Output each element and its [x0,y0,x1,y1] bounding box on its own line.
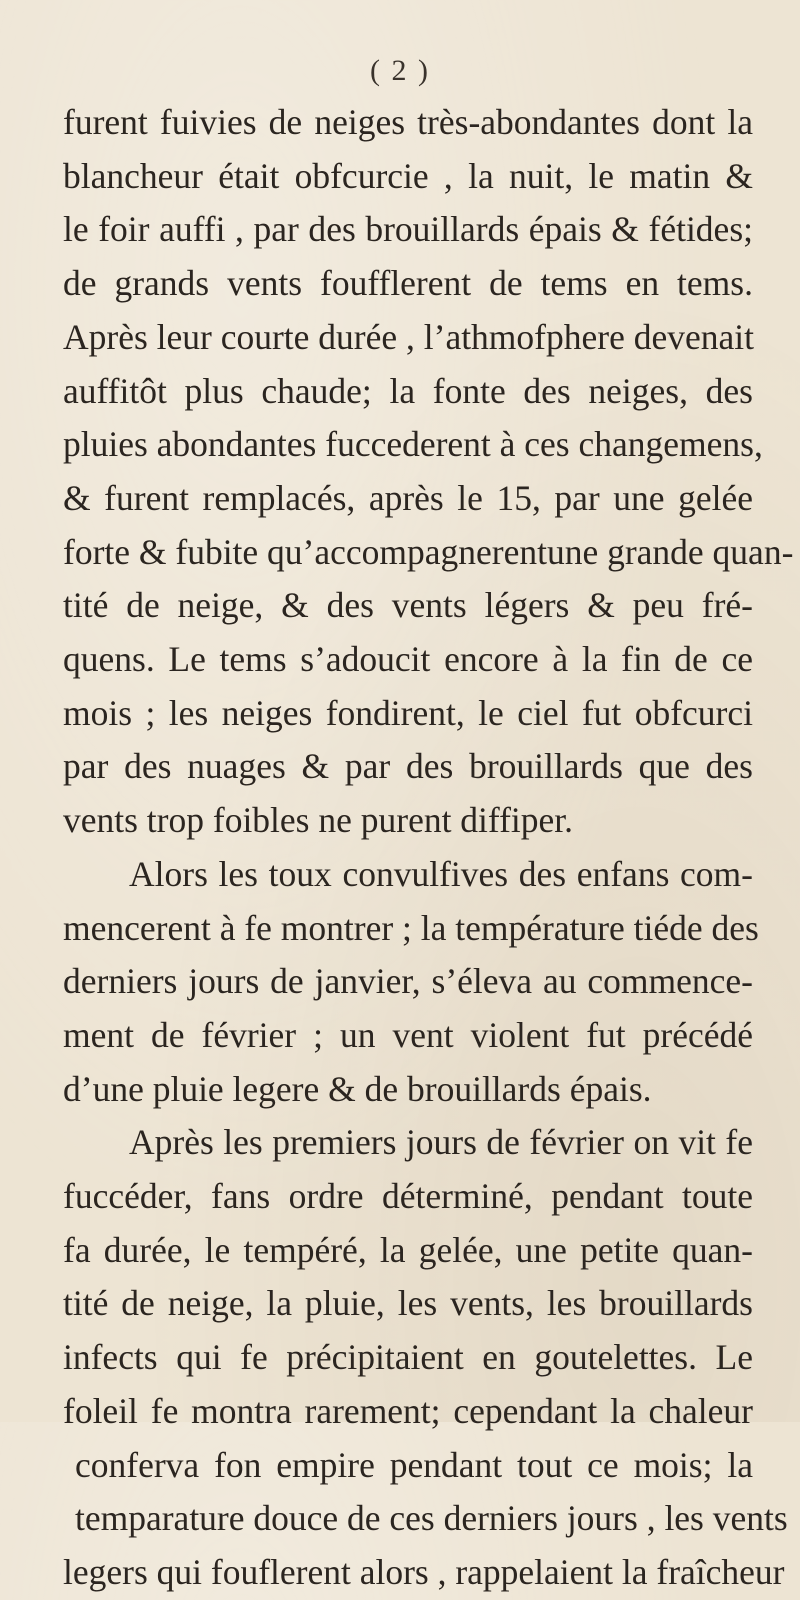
text-line: le foir auffi , par des brouillards épais & fétides; [63,209,753,250]
text-line: vents trop foibles ne purent diffiper. [63,800,574,841]
text-line: fuccéder, fans ordre déterminé, pendant toute [63,1176,753,1217]
text-line: par des nuages & par des brouillards que des [63,746,753,787]
text-line: mois ; les neiges fondirent, le ciel fut obfcurci [63,692,753,733]
text-line: blancheur était obfcurcie , la nuit, le matin & [63,155,753,196]
text-line: tité de neige, & des vents légers & peu fré- [63,585,753,626]
text-line: Après les premiers jours de février on vit fe [129,1122,753,1163]
text-line: Après leur courte durée , l’athmofphere devenait [63,316,754,357]
text-line: forte & fubite qu’accompagnerentune grande quan- [63,531,794,572]
text-line: Alors les toux convulfives des enfans com- [129,853,753,894]
text-line: ment de février ; un vent violent fut précédé [63,1014,753,1055]
text-line: conferva fon empire pendant tout ce mois; la [75,1444,753,1485]
text-line: tité de neige, la pluie, les vents, les brouillards [63,1283,753,1324]
text-line: pluies abondantes fuccederent à ces changemens, [63,424,763,465]
text-line: fa durée, le tempéré, la gelée, une petite quan- [63,1229,753,1270]
text-line: mencerent à fe montrer ; la température tiéde des [63,907,759,948]
page-number: ( 2 ) [370,54,430,87]
text-line: d’une pluie legere & de brouillards épais. [63,1068,652,1109]
text-line: furent fuivies de neiges très-abondantes dont la [63,102,753,142]
text-line: auffitôt plus chaude; la fonte des neiges, des [63,370,753,411]
text-line: temparature douce de ces derniers jours , les vents [75,1498,788,1539]
page-text [63,96,794,1600]
text-line: & furent remplacés, après le 15, par une gelée [63,477,753,518]
text-line: infects qui fe précipitaient en goutelettes. Le [63,1337,753,1378]
text-line: derniers jours de janvier, s’éleva au commence- [63,961,753,1002]
text-line: legers qui fouflerent alors , rappelaient la fraîcheur [63,1551,785,1592]
text-line: quens. Le tems s’adoucit encore à la fin de ce [63,639,753,680]
text-line: foleil fe montra rarement; cependant la chaleur [63,1390,753,1431]
text-line: de grands vents foufflerent de tems en tems. [63,263,753,304]
